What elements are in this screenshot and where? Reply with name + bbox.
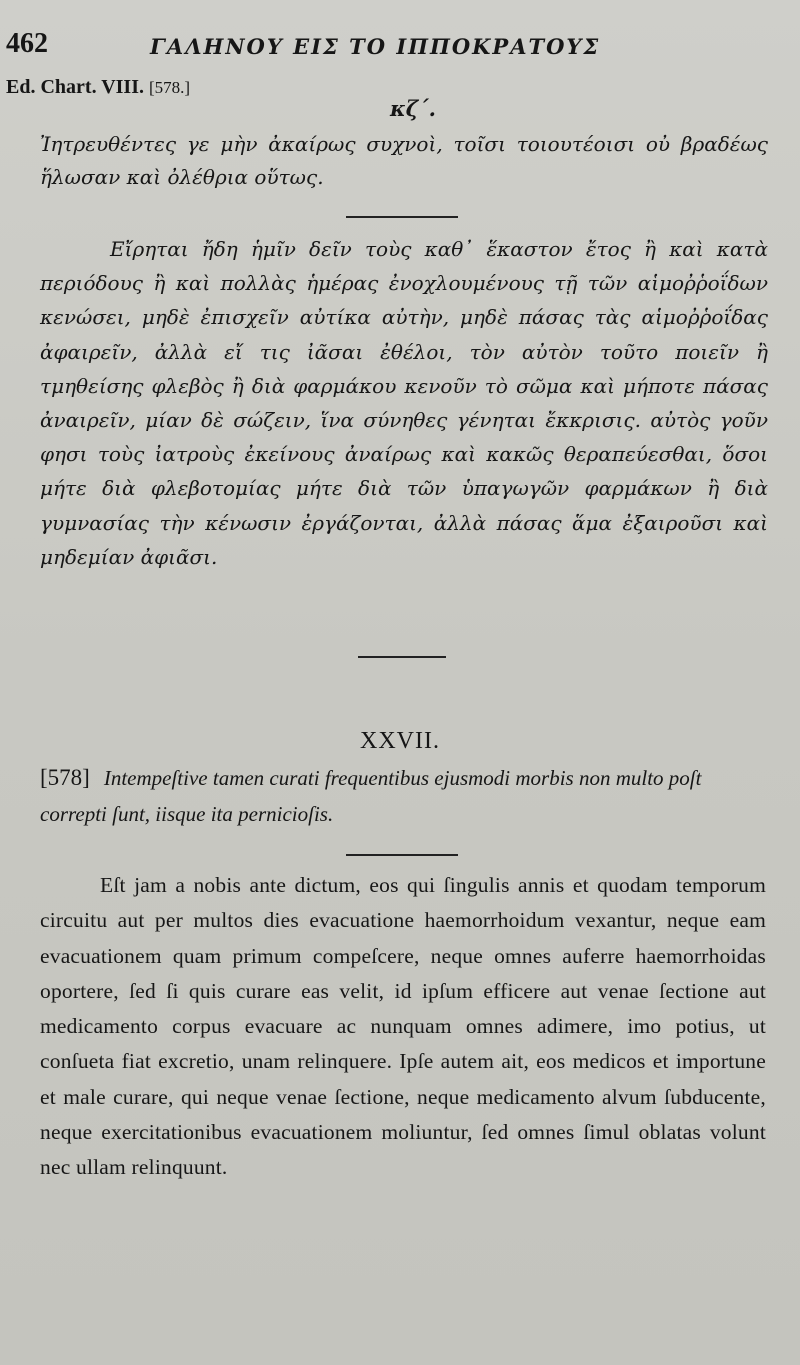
page-number: 462 xyxy=(6,28,48,59)
divider-rule-3 xyxy=(346,854,458,856)
divider-rule-2 xyxy=(358,656,446,658)
edition-reference xyxy=(6,76,190,99)
greek-lemma xyxy=(40,128,768,193)
latin-lemma xyxy=(40,760,768,832)
divider-rule-1 xyxy=(346,216,458,218)
latin-section-number: XXVII. xyxy=(360,728,440,754)
latin-page-ref: [578] xyxy=(40,765,90,790)
greek-commentary: Εἴρηται ἤδη ἡμῖν δεῖν τοὺς καθ᾽ ἕκαστον ἔτος ἢ καὶ κατὰ περιόδους ἢ καὶ πολλὰς ἡμέρας ἐνοχλουμένους τῇ τῶν αἱμοῤῥοΐδων κενώσει, μηδὲ ἐπισχεῖν αὐτίκα αὐτὴν, μηδὲ πάσας τὰς αἱμοῤῥοΐδας ἀφαιρεῖν, ἀλλὰ εἴ τις ἰᾶσαι ἐθέλοι, τὸν αὐτὸν τοῦτο ποιεῖν ἢ τμηθείσης φλεβὸς ἢ διὰ φαρμάκου κενοῦν τὸ σῶμα καὶ μήποτε πάσας ἀναιρεῖν, μίαν δὲ σώζειν, ἵνα σύνηθες γένηται ἔκκρισις. αὐτὸς γοῦν φησι τοὺς ἰατροὺς ἐκείνους ἀναίρως καὶ κακῶς θεραπεύεσθαι, ὅσοι μήτε διὰ φλεβοτομίας μήτε διὰ τῶν ὑπαγωγῶν φαρμάκων ἢ διὰ γυμνασίας τὴν κένωσιν ἐργάζονται, ἀλλὰ πάσας ἅμα ἐξαιροῦσι καὶ μηδεμίαν ἀφιᾶσι. xyxy=(40,237,768,569)
edition-label: Ed. Chart. VIII. xyxy=(6,76,144,98)
greek-section-number: κζ΄. xyxy=(390,96,436,121)
greek-lemma-text: Ἰητρευθέντες γε μὴν ἀκαίρως συχνοὶ, τοῖσι τοιουτέοισι οὐ βραδέως ἥλωσαν καὶ ὀλέθρια οὕτως. xyxy=(40,132,768,189)
edition-page-ref: [578.] xyxy=(149,78,191,97)
running-head: ΓΑΛΗΝΟΥ ΕΙΣ ΤΟ ΙΠΠΟΚΡΑΤΟΥΣ xyxy=(150,34,601,59)
latin-lemma-text: Intempeſtive tamen curati frequentibus ejusmodi morbis non multo poſt correpti ſunt, iisque ita pernicioſis. xyxy=(40,766,702,826)
latin-commentary: Eſt jam a nobis ante dictum, eos qui ſingulis annis et quodam temporum circuitu aut per multos dies evacuatione haemorrhoidum vexantur, neque eam evacuationem quam primum compeſcere, neque omnes auferre haemorrhoidas oportere, ſed ſi quis curare eas velit, id ipſum efficere aut venae ſectione aut medicamento corpus evacuare ac nunquam omnes adimere, imo potius, ut conſueta fiat excretio, unam relinquere. Ipſe autem ait, eos medicos et importune et male curare, qui neque venae ſectione, neque medicamento alvum ſubducente, neque exercitationibus evacuationem moliuntur, ſed omnes ſimul oblatas volunt nec ullam relinquunt. xyxy=(40,873,766,1180)
